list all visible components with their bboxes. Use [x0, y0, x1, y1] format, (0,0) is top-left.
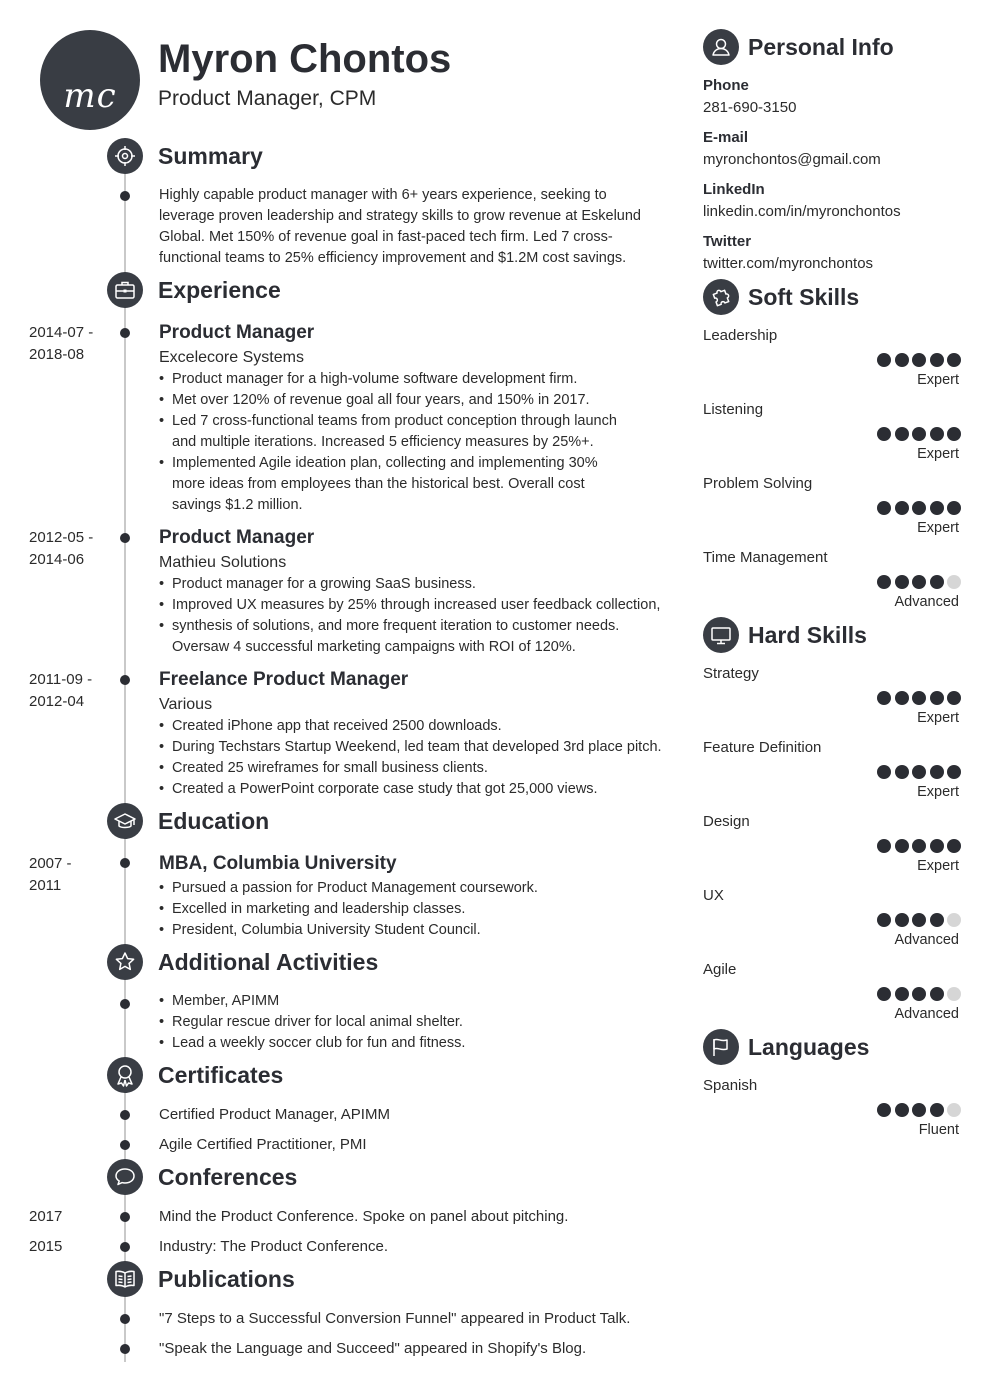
rating-dot-filled — [877, 575, 891, 589]
rating-dot-empty — [947, 913, 961, 927]
monogram-avatar — [40, 30, 140, 130]
star-icon — [107, 944, 143, 980]
rating-dot-filled — [930, 1103, 944, 1117]
soft-skills-heading: Soft Skills — [748, 284, 860, 310]
rating-dot-filled — [912, 987, 926, 1001]
rating-dot-filled — [947, 353, 961, 367]
list-item: • Product manager for a high-volume software development firm. — [159, 369, 629, 390]
job-company: Mathieu Solutions — [159, 554, 287, 571]
skill-name: Leadership — [703, 327, 778, 344]
job-date-end: 2014-06 — [29, 551, 85, 568]
skill-level: Advanced — [894, 1006, 959, 1022]
list-item: • Excelled in marketing and leadership classes. — [159, 899, 679, 920]
rating-dot-filled — [930, 575, 944, 589]
rating-dot-filled — [877, 839, 891, 853]
rating-dot-filled — [912, 353, 926, 367]
skill-rating — [877, 691, 961, 705]
skill-level: Expert — [917, 520, 959, 536]
rating-dot-filled — [895, 913, 909, 927]
job-date-start: 2011-09 - — [29, 671, 93, 688]
job-date-start: 2014-07 - — [29, 324, 94, 341]
skill-level: Advanced — [894, 932, 959, 948]
list-item: • Met over 120% of revenue goal all four years, and 150% in 2017. — [159, 390, 629, 411]
skill-level: Expert — [917, 372, 959, 388]
job-title: Product Manager — [159, 527, 315, 548]
timeline-dot — [120, 533, 130, 543]
rating-dot-filled — [895, 501, 909, 515]
rating-dot-filled — [912, 913, 926, 927]
rating-dot-filled — [895, 427, 909, 441]
skill-rating — [877, 839, 961, 853]
briefcase-icon — [107, 272, 143, 308]
monogram-initials: mc — [63, 76, 117, 116]
list-item: • synthesis of solutions, and more frequent iteration to customer needs. Oversaw 4 successful marketing campaigns with ROI of 120%. — [159, 616, 669, 658]
skill-name: Time Management — [703, 549, 828, 566]
rating-dot-filled — [947, 839, 961, 853]
user-icon — [703, 29, 739, 65]
conference-date: 2017 — [29, 1208, 63, 1225]
phone-value: 281-690-3150 — [703, 99, 797, 116]
list-item: • President, Columbia University Student Council. — [159, 920, 679, 941]
list-item: • Pursued a passion for Product Management coursework. — [159, 878, 679, 899]
list-item: • Improved UX measures by 25% through increased user feedback collection, — [159, 595, 669, 616]
rating-dot-filled — [930, 987, 944, 1001]
email-value: myronchontos@gmail.com — [703, 151, 881, 168]
job-title: Product Manager — [159, 322, 315, 343]
skill-rating — [877, 913, 961, 927]
linkedin-label: LinkedIn — [703, 181, 765, 198]
award-ribbon-icon — [107, 1057, 143, 1093]
hard-skills-heading: Hard Skills — [748, 622, 867, 648]
rating-dot-filled — [912, 1103, 926, 1117]
skill-rating — [877, 427, 961, 441]
languages-heading: Languages — [748, 1034, 870, 1060]
rating-dot-filled — [947, 691, 961, 705]
monitor-icon — [703, 617, 739, 653]
rating-dot-filled — [877, 913, 891, 927]
list-item: • During Techstars Startup Weekend, led team that developed 3rd place pitch. — [159, 737, 679, 758]
rating-dot-filled — [895, 839, 909, 853]
skill-name: Feature Definition — [703, 739, 822, 756]
linkedin-value: linkedin.com/in/myronchontos — [703, 203, 901, 220]
education-degree: MBA, Columbia University — [159, 853, 397, 874]
list-item: • Product manager for a growing SaaS business. — [159, 574, 669, 595]
list-item: • Created a PowerPoint corporate case study that got 25,000 views. — [159, 779, 679, 800]
rating-dot-filled — [895, 765, 909, 779]
rating-dot-filled — [912, 501, 926, 515]
timeline-dot — [120, 1110, 130, 1120]
rating-dot-empty — [947, 575, 961, 589]
list-item: • Led 7 cross-functional teams from product conception through launch and multiple iterations. Increased 5 efficiency measures by 25%+. — [159, 411, 629, 453]
job-date-end: 2012-04 — [29, 693, 85, 710]
timeline-dot — [120, 328, 130, 338]
summary-icon — [107, 138, 143, 174]
language-level: Fluent — [918, 1122, 959, 1138]
speech-bubble-icon — [107, 1159, 143, 1195]
education-heading: Education — [158, 808, 270, 834]
skill-name: Agile — [703, 961, 737, 978]
job-company: Excelecore Systems — [159, 349, 304, 366]
rating-dot-filled — [930, 501, 944, 515]
skill-rating — [877, 353, 961, 367]
candidate-name: Myron Chontos — [158, 37, 452, 81]
rating-dot-filled — [930, 427, 944, 441]
timeline-dot — [120, 1344, 130, 1354]
certificates-heading: Certificates — [158, 1062, 284, 1088]
summary-text: Highly capable product manager with 6+ years experience, seeking to leverage proven leadership and strategy skills to grow revenue at Eskelund Global. Met 150% of revenue goal in fast-paced tech firm. Led 7 cross-functional teams to 25% efficiency improvement and $1.2M cost savings. — [159, 187, 641, 266]
skill-level: Advanced — [894, 594, 959, 610]
timeline-dot — [120, 675, 130, 685]
list-item: • Member, APIMM — [159, 991, 679, 1012]
rating-dot-filled — [877, 501, 891, 515]
rating-dot-filled — [912, 765, 926, 779]
language-name: Spanish — [703, 1077, 758, 1094]
rating-dot-filled — [912, 575, 926, 589]
skill-rating — [877, 987, 961, 1001]
experience-heading: Experience — [158, 277, 281, 303]
job-bullets — [159, 716, 679, 800]
job-company: Various — [159, 696, 213, 713]
twitter-label: Twitter — [703, 233, 752, 250]
publication-item: "7 Steps to a Successful Conversion Funnel" appeared in Product Talk. — [159, 1310, 631, 1327]
twitter-value: twitter.com/myronchontos — [703, 255, 874, 272]
candidate-title: Product Manager, CPM — [158, 87, 377, 110]
conferences-heading: Conferences — [158, 1164, 298, 1190]
conference-item: Mind the Product Conference. Spoke on panel about pitching. — [159, 1208, 569, 1225]
list-item: • Lead a weekly soccer club for fun and fitness. — [159, 1033, 679, 1054]
education-date-start: 2007 - — [29, 855, 72, 872]
timeline-dot — [120, 191, 130, 201]
rating-dot-filled — [877, 987, 891, 1001]
timeline-dot — [120, 1242, 130, 1252]
rating-dot-filled — [877, 1103, 891, 1117]
publications-heading: Publications — [158, 1266, 295, 1292]
rating-dot-filled — [895, 353, 909, 367]
education-date-end: 2011 — [29, 877, 62, 894]
rating-dot-filled — [947, 427, 961, 441]
list-item: • Created 25 wireframes for small business clients. — [159, 758, 679, 779]
timeline-dot — [120, 1212, 130, 1222]
skill-rating — [877, 765, 961, 779]
rating-dot-empty — [947, 1103, 961, 1117]
graduation-cap-icon — [107, 803, 143, 839]
rating-dot-filled — [930, 913, 944, 927]
job-bullets — [159, 574, 669, 658]
rating-dot-filled — [930, 839, 944, 853]
language-rating — [877, 1103, 961, 1117]
summary-heading: Summary — [158, 143, 263, 169]
rating-dot-filled — [912, 839, 926, 853]
skill-rating — [877, 575, 961, 589]
certificate-item: Agile Certified Practitioner, PMI — [159, 1136, 367, 1153]
personal-info-heading: Personal Info — [748, 34, 894, 60]
list-item: • Created iPhone app that received 2500 downloads. — [159, 716, 679, 737]
timeline-dot — [120, 999, 130, 1009]
certificate-item: Certified Product Manager, APIMM — [159, 1106, 390, 1123]
rating-dot-filled — [877, 427, 891, 441]
timeline-dot — [120, 1140, 130, 1150]
rating-dot-filled — [895, 575, 909, 589]
rating-dot-filled — [947, 765, 961, 779]
rating-dot-filled — [895, 987, 909, 1001]
puzzle-icon — [703, 279, 739, 315]
skill-name: Listening — [703, 401, 764, 418]
skill-name: Problem Solving — [703, 475, 813, 492]
rating-dot-filled — [930, 691, 944, 705]
skill-level: Expert — [917, 710, 959, 726]
flag-icon — [703, 1029, 739, 1065]
job-date-end: 2018-08 — [29, 346, 85, 363]
skill-name: Design — [703, 813, 750, 830]
skill-rating — [877, 501, 961, 515]
timeline-dot — [120, 858, 130, 868]
job-title: Freelance Product Manager — [159, 669, 409, 690]
rating-dot-empty — [947, 987, 961, 1001]
publication-item: "Speak the Language and Succeed" appeared in Shopify's Blog. — [159, 1340, 587, 1357]
rating-dot-filled — [912, 427, 926, 441]
education-bullets — [159, 878, 679, 941]
activities-heading: Additional Activities — [158, 949, 379, 975]
conference-date: 2015 — [29, 1238, 63, 1255]
rating-dot-filled — [895, 1103, 909, 1117]
job-date-start: 2012-05 - — [29, 529, 94, 546]
skill-name: UX — [703, 887, 724, 904]
conference-item: Industry: The Product Conference. — [159, 1238, 389, 1255]
job-bullets — [159, 369, 629, 516]
rating-dot-filled — [877, 353, 891, 367]
list-item: • Regular rescue driver for local animal shelter. — [159, 1012, 679, 1033]
rating-dot-filled — [877, 691, 891, 705]
rating-dot-filled — [912, 691, 926, 705]
book-icon — [107, 1261, 143, 1297]
rating-dot-filled — [930, 353, 944, 367]
skill-level: Expert — [917, 446, 959, 462]
rating-dot-filled — [877, 765, 891, 779]
skill-level: Expert — [917, 858, 959, 874]
skill-name: Strategy — [703, 665, 759, 682]
rating-dot-filled — [895, 691, 909, 705]
timeline-dot — [120, 1314, 130, 1324]
rating-dot-filled — [947, 501, 961, 515]
list-item: • Implemented Agile ideation plan, collecting and implementing 30% more ideas from employees than the historical best. Overall cost savings $1.2 million. — [159, 453, 629, 516]
activities-bullets — [159, 991, 679, 1054]
phone-label: Phone — [703, 77, 749, 94]
skill-level: Expert — [917, 784, 959, 800]
email-label: E-mail — [703, 129, 749, 146]
rating-dot-filled — [930, 765, 944, 779]
